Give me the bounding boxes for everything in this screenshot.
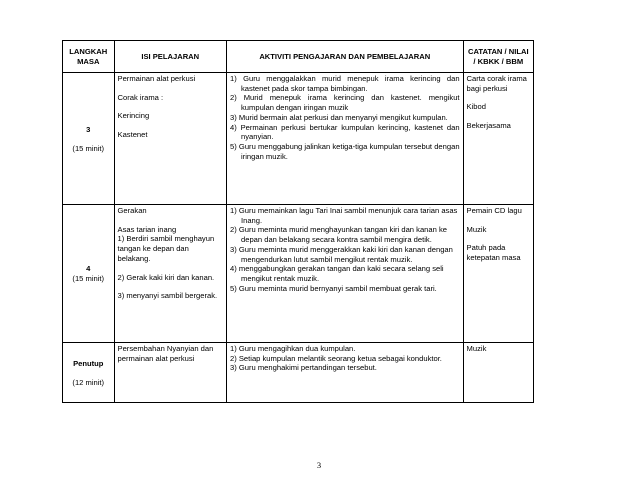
isi-line: 2) Gerak kaki kiri dan kanan. <box>117 272 215 282</box>
aktiviti-item: 4) Permainan perkusi bertukar kumpulan kerincing, kastenet dan nyanyian. <box>230 122 460 142</box>
catatan-line: Bekerjasama <box>466 121 511 131</box>
catatan-line: Patuh pada ketepatan masa <box>466 243 521 263</box>
aktiviti-cell <box>227 205 464 343</box>
aktiviti-item: 2) Guru meminta murid menghayunkan tangan kiri dan kanan ke depan dan belakang secara kontra sambil mengira detik. <box>230 225 447 245</box>
isi-line: Persembahan Nyanyian dan permainan alat perkusi <box>117 344 214 363</box>
isi-line: Kastenet <box>117 130 148 140</box>
header-langkah-masa: LANGKAH MASA <box>63 41 115 73</box>
isi-line: Gerakan <box>117 206 147 215</box>
aktiviti-item: 3) Guru menghakimi pertandingan tersebut. <box>230 363 377 373</box>
table-row <box>63 343 534 403</box>
aktiviti-item: 2) Murid menepuk irama kerincing dan kastenet. mengikut kumpulan dengan iringan muzik <box>230 93 460 113</box>
lesson-plan-table <box>62 40 534 403</box>
step-time: (12 minit) <box>72 377 105 387</box>
aktiviti-item: 1) Guru memainkan lagu Tari Inai sambil menunjuk cara tarian asas Inang. <box>230 206 458 225</box>
isi-line: Permainan alat perkusi <box>117 74 196 83</box>
page-number: 3 <box>316 460 322 470</box>
step-number: Penutup <box>73 358 104 368</box>
aktiviti-item: 2) Setiap kumpulan melantik seorang ketua sebagai konduktor. <box>230 353 442 363</box>
aktiviti-cell <box>227 343 464 403</box>
header-isi: ISI PELAJARAN <box>114 41 226 73</box>
table-row <box>63 73 534 205</box>
header-catatan: CATATAN / NILAI / KBKK / BBM <box>463 41 533 73</box>
catatan-line: Carta corak irama bagi perkusi <box>466 74 527 93</box>
step-time: (15 minit) <box>72 274 105 283</box>
table-row <box>63 205 534 343</box>
step-cell <box>63 343 115 403</box>
catatan-cell <box>463 73 533 205</box>
isi-cell <box>114 73 226 205</box>
step-cell <box>63 205 115 343</box>
step-number: 3 <box>86 124 91 134</box>
step-cell <box>63 73 115 205</box>
step-time: (15 minit) <box>72 143 105 153</box>
isi-cell <box>114 205 226 343</box>
header-row <box>63 41 534 73</box>
aktiviti-item: 5) Guru menggabung jalinkan ketiga-tiga kumpulan tersebut dengan iringan muzik. <box>230 141 460 161</box>
isi-cell <box>114 343 226 403</box>
header-aktiviti: AKTIVITI PENGAJARAN DAN PEMBELAJARAN <box>227 41 464 73</box>
isi-line: Asas tarian inang <box>117 224 177 234</box>
catatan-line: Muzik <box>466 224 487 234</box>
isi-line: Kerincing <box>117 111 150 121</box>
aktiviti-item: 4) menggabungkan gerakan tangan dan kaki secara selang seli mengikut rentak muzik. <box>230 264 444 283</box>
catatan-line: Kibod <box>466 102 486 112</box>
step-number: 4 <box>86 264 91 274</box>
aktiviti-item: 3) Guru meminta murid menggerakkan kaki kiri dan kanan dengan mengendurkan lutut sambil mengikut rentak muzik. <box>230 244 453 264</box>
catatan-line: Muzik <box>466 344 487 353</box>
aktiviti-item: 1) Guru menggalakkan murid menepuk irama kerincing dan kastenet pada skor tampa bimbingan. <box>230 74 460 93</box>
aktiviti-cell <box>227 73 464 205</box>
isi-line: 1) Berdiri sambil menghayun tangan ke depan dan belakang. <box>117 234 215 263</box>
isi-line: Corak irama : <box>117 92 164 102</box>
aktiviti-item: 1) Guru mengagihkan dua kumpulan. <box>230 344 356 353</box>
isi-line: 3) menyanyi sambil bergerak. <box>117 291 218 301</box>
catatan-line: Pemain CD lagu <box>466 206 522 215</box>
aktiviti-item: 5) Guru meminta murid bernyanyi sambil membuat gerak tari. <box>230 283 437 293</box>
aktiviti-item: 3) Murid bermain alat perkusi dan menyanyi mengikut kumpulan. <box>230 112 448 122</box>
catatan-cell <box>463 343 533 403</box>
catatan-cell <box>463 205 533 343</box>
